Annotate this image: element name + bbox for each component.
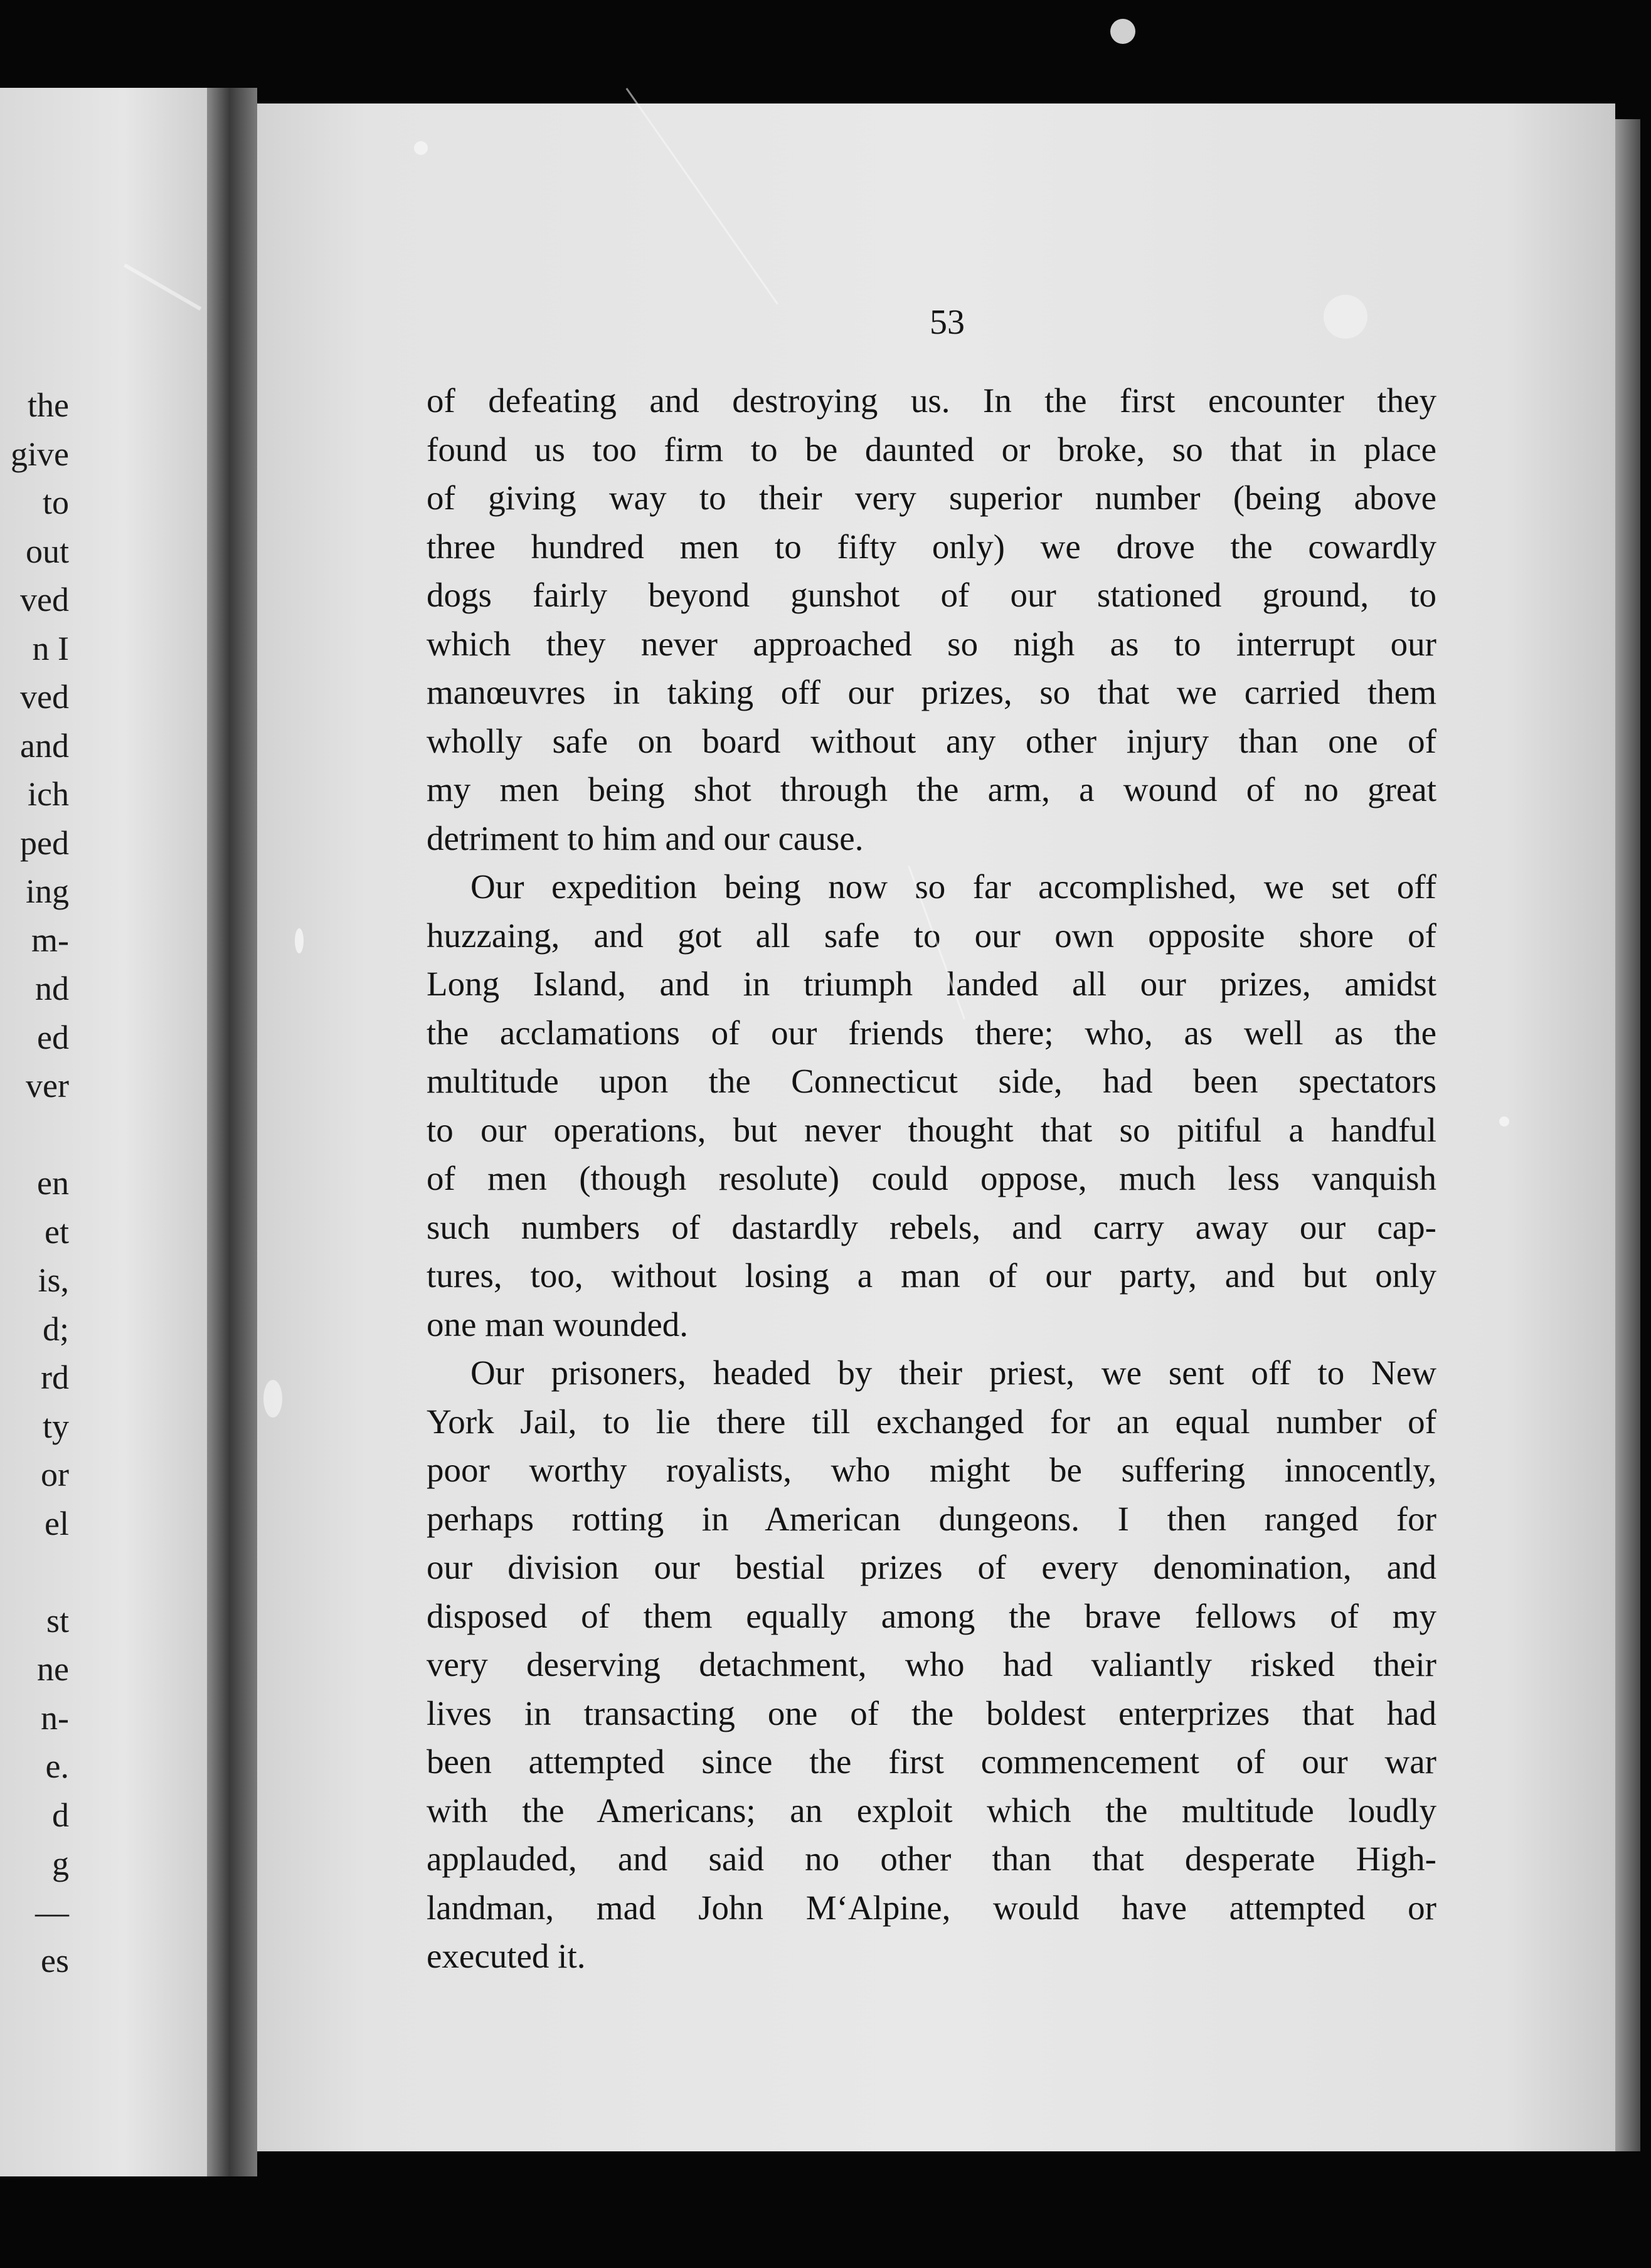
text-line: multitude upon the Connecticut side, had been spectators [427,1062,1436,1100]
previous-page-fragment: st [46,1601,69,1640]
previous-page-fragment: m- [31,921,69,959]
text-line: been attempted since the first commencement of our war [427,1742,1436,1781]
previous-page-fragment: g [52,1845,69,1882]
previous-page-fragment: ped [20,824,69,862]
previous-page-fragment: ved [20,581,69,618]
text-line: lives in transacting one of the boldest enterprizes that had [427,1693,1436,1732]
previous-page-fragment: the [28,386,69,424]
previous-page-fragment: d; [42,1310,69,1348]
previous-page-fragment: give [11,435,69,473]
previous-page-fragment: rd [41,1359,69,1396]
text-line: Our prisoners, headed by their priest, we sent off to New [470,1354,1436,1392]
text-line: of defeating and destroying us. In the first encounter they [427,381,1436,420]
text-line: poor worthy royalists, who might be suffering innocently, [427,1451,1436,1489]
text-line: of giving way to their very superior number (being above [427,479,1436,517]
previous-page-fragment [0,1548,69,1597]
previous-page-fragment: nd [35,970,69,1007]
previous-page-fragment: et [45,1212,69,1251]
previous-page-fragment: to [42,484,69,521]
text-line: to our operations, but never thought that so pitiful a handful [427,1110,1436,1149]
text-line: the acclamations of our friends there; who, as well as the [427,1013,1436,1052]
previous-page-fragment: ver [26,1067,69,1105]
previous-page-fragment: es [41,1942,69,1979]
scan-speck [414,141,428,155]
text-line: Long Island, and in triumph landed all our prizes, amidst [427,965,1436,1003]
text-line: applauded, and said no other than that desperate High- [427,1840,1436,1878]
text-line: found us too firm to be daunted or broke, so that in place [427,430,1436,469]
page-body-text [427,376,1436,1981]
previous-page-fragment: el [45,1504,69,1542]
previous-page-fragment: ing [25,872,69,910]
scan-speck [295,928,304,953]
previous-page-fragment: en [37,1164,69,1202]
scan-speck [263,1380,282,1417]
text-line: dogs fairly beyond gunshot of our stationed ground, to [427,576,1436,614]
page-stack-edge [1615,119,1640,2151]
text-line: executed it. [427,1937,586,1975]
page-number: 53 [930,303,965,342]
text-line: manœuvres in taking off our prizes, so that we carried them [427,673,1436,711]
previous-page-fragment: n I [32,629,69,667]
paragraph [427,376,1436,862]
previous-page-fragment: ich [28,775,69,813]
text-line: tures, too, without losing a man of our party, and but only [427,1256,1436,1295]
previous-page-fragment: ved [20,678,69,716]
text-line: our division our bestial prizes of every denomination, and [427,1548,1436,1586]
text-line: very deserving detachment, who had valiantly risked their [427,1645,1436,1683]
previous-page-fragment: ty [42,1407,69,1445]
paragraph [427,1349,1436,1981]
text-line: which they never approached so nigh as to interrupt our [427,624,1436,663]
book-gutter [207,88,257,2176]
text-line: wholly safe on board without any other injury than one of [427,721,1436,760]
text-line: landman, mad John M‘Alpine, would have attempted or [427,1888,1436,1927]
text-line: one man wounded. [427,1305,688,1343]
text-line: such numbers of dastardly rebels, and carry away our cap- [427,1207,1436,1246]
previous-page-fragment: or [41,1456,69,1493]
text-line: with the Americans; an exploit which the multitude loudly [427,1791,1436,1830]
text-line: York Jail, to lie there till exchanged for an equal number of [427,1402,1436,1441]
previous-page-fragment [0,1111,69,1160]
paragraph [427,862,1436,1349]
text-line: perhaps rotting in American dungeons. I then ranged for [427,1499,1436,1538]
previous-page-fragment: ed [37,1018,69,1056]
previous-page-fragment: n- [41,1698,69,1737]
text-line: detriment to him and our cause. [427,819,864,857]
text-line: huzzaing, and got all safe to our own opposite shore of [427,916,1436,955]
previous-page-fragment: d [52,1796,69,1834]
scan-speck [1499,1116,1509,1126]
text-line: Our expedition being now so far accomplished, we set off [470,867,1436,906]
scan-speck [1110,19,1135,44]
previous-page-fragment: e. [45,1747,69,1785]
text-line: my men being shot through the arm, a wound of no great [427,770,1436,808]
text-line: disposed of them equally among the brave fellows of my [427,1596,1436,1635]
previous-page-fragment: and [20,726,69,765]
previous-page-fragment: is, [38,1261,69,1299]
previous-page-fragment: out [25,532,69,570]
previous-page-fragment: — [35,1893,69,1931]
text-line: of men (though resolute) could oppose, much less vanquish [427,1159,1436,1197]
text-line: three hundred men to fifty only) we drove the cowardly [427,527,1436,566]
scan-speck [1324,295,1367,339]
previous-page-fragment: ne [37,1650,69,1688]
previous-page-text-fragments [0,381,69,1986]
